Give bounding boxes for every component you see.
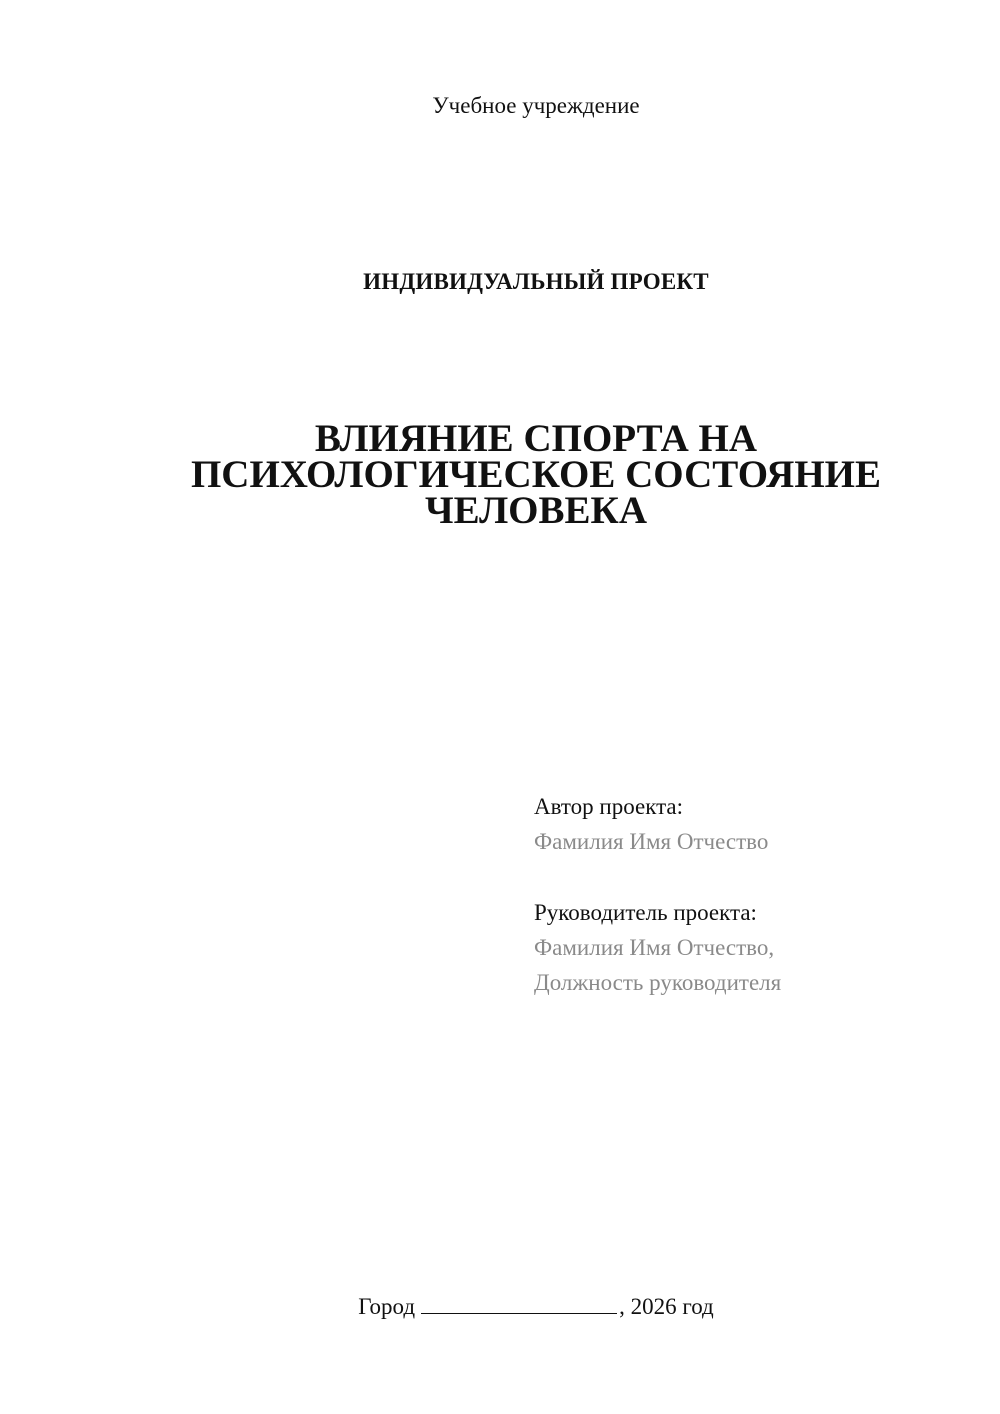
city-blank-line [421, 1291, 617, 1314]
project-title [0, 417, 1000, 532]
supervisor-position-placeholder: Должность руководителя [534, 970, 782, 995]
project-title-line: ВЛИЯНИЕ СПОРТА НА [314, 417, 758, 460]
credits-block [534, 789, 974, 1000]
institution-name: Учебное учреждение [432, 93, 640, 118]
year-text: , 2026 год [619, 1294, 714, 1319]
footer-city-year [0, 1291, 1000, 1321]
supervisor-label: Руководитель проекта: [534, 900, 757, 925]
project-title-line: ПСИХОЛОГИЧЕСКОЕ СОСТОЯНИЕ [190, 453, 882, 496]
author-label: Автор проекта: [534, 794, 683, 819]
city-label: Город [358, 1294, 416, 1319]
supervisor-name-placeholder: Фамилия Имя Отчество, [534, 935, 775, 960]
author-name-placeholder: Фамилия Имя Отчество [534, 829, 769, 854]
credits-spacer [534, 859, 974, 895]
document-type-heading: ИНДИВИДУАЛЬНЫЙ ПРОЕКТ [363, 269, 709, 294]
project-title-line: ЧЕЛОВЕКА [425, 489, 647, 532]
